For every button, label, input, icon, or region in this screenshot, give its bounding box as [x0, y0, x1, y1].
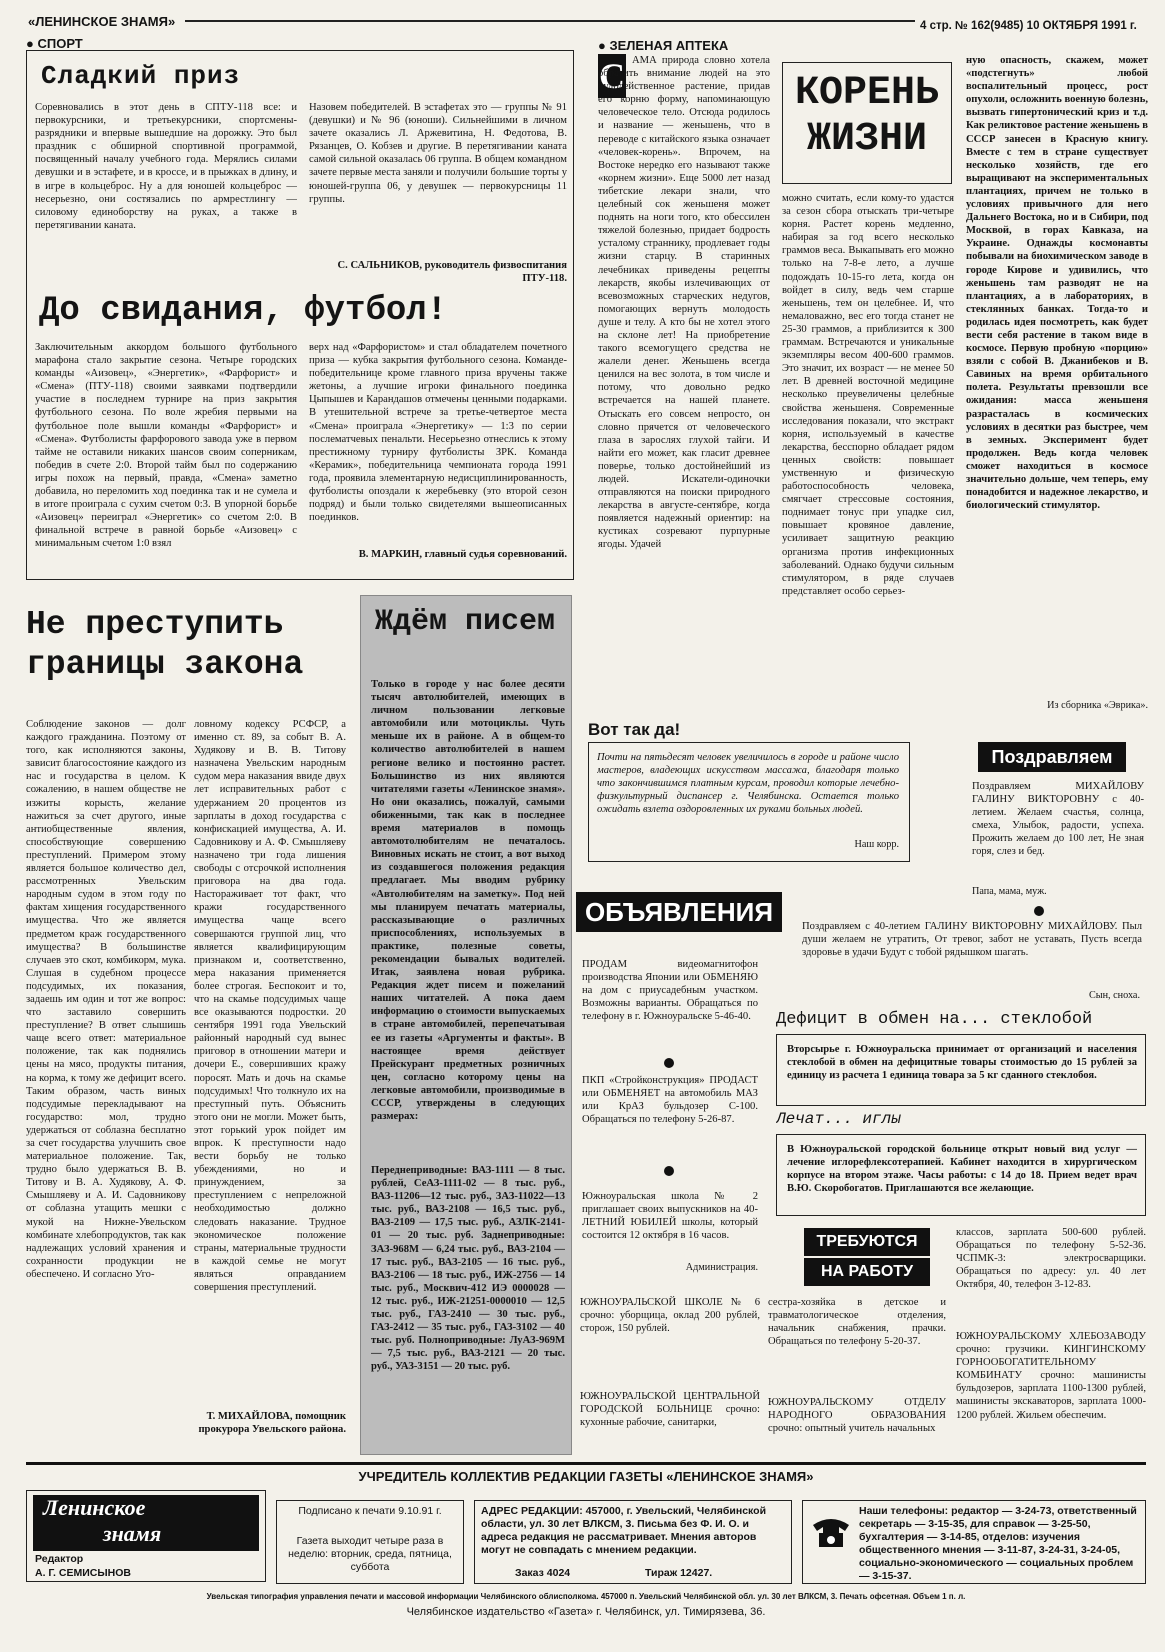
ad-2: ПКП «Стройконструкция» ПРОДАСТ или ОБМЕНЯЕТ на автомобиль МАЗ или КрАЗ бульдозер С-100. Обращаться по телефону 5-26-87.	[582, 1075, 758, 1126]
law-col1: Соблюдение законов — долг каждого гражданина. Поэтому от того, как исполняются законы, зависит благосостояние каждого из нас и государства в целом. К сожалению, в нашем обществе не изжиты корысть, желание нажиться за счет другого, иные антиобщественные явления, способствующие совершению преступлений. Примером этому является большое количество дел, рассмотренных Увельским народным судом в этом году по фактам хищения государственного имущества. Что же является предметом краж государственного имущества? В большинстве случаев это скот, комбикорм, мука. Слушая в судебном процессе подсудимых, их показания, задаешь им один и тот же вопрос: что заставило совершить преступление? В ответ слышишь чаще всего ответ: материальное положение, так как поднялись цены на мясо, продукты питания, на корма, к тому же дефицит всего. Таким образом, часть виных подсудимые перекладывают на государство: мол, трудно удержаться от соблазна бесплатно за счет государства улучшить свое материальное положение. Так, трудно было удержаться В. В. Титову и В. А. Худякову, А. Ф. Смышляеву и А. И. Садовникову от соблазна утащить мешки с мукой на Нижне-Увельском комбинате хлебопродуктов, так как надлежащих условий хранения и сохранности продукции не обеспечено. И согласно Уго-	[26, 719, 186, 1280]
job-3: сестра-хозяйка в детское и травматологическое отделения, начальник снабжения, прачки. Обращаться по телефону 5-20-37.	[768, 1297, 946, 1348]
rubric-sport-label: СПОРТ	[37, 36, 83, 51]
needles-text: В Южноуральской городской больнице открыт новый вид услуг — лечение иглорефлексотерапией. Кабинет находится в хирургическом корпусе на втором этаже. Часы работы: с 14 до 18. Прием ведет врач В.Ю. Скоробогатов. Приглашаются все желающие.	[787, 1144, 1137, 1195]
root-col2: можно считать, если кому-то удастся за сезон сбора отыскать три-четыре корня. Растет корень медленно, набирая за год всего несколько граммов веса. Выкапывать его можно только на 7-8-е лето, а лучше подождать 10-15-го лета, когда он войдет в силу, ведь чем старше женьшень, тем он целебнее. И, что немаловажно, вес его тогда станет не 25-30 граммов, а приблизится к 300 граммам. Встречаются и уникальные экземпляры весом 400-600 граммов. Это значит, их возраст — не менее 50 лет. В древней восточной медицине несколько преувеличены целебные свойства женьшеня. Современные исследования показали, что экстракт корня, используемый в качестве лекарства, бесспорно обладает рядом ценных свойств: повышает умственную и физическую работоспособность человека, смягчает стрессовые состояния, поднимает тонус при упадке сил, повышает кровяное давление, усиливает защитную реакцию организма против инфекционных заболеваний. Однако будучи сильным стимулятором, в ряде случаев представляет особо серьез-	[782, 193, 954, 597]
law-col2: ловному кодексу РСФСР, а именно ст. 89, за событ В. А. Худякову и В. В. Титову назначена Увельским народным судом мера наказания ввиде двух лет исправительных работ с удержанием 20 процентов из зарплаты в доход государства с конфискацией имущества, А. И. Садовникову и А. Ф. Смышляеву назначено три года лишения свободы с отсрочкой исполнения приговора на два года. Настораживает тот факт, что кражи государственного имущества чаще всего совершаются группой лиц, что является квалифицирующим признаком и, соответственно, мера наказания применяется более строгая. Беспокоит и то, что на скамье подсудимых чаще все оказываются подростки. 20 сентября 1991 года Увельский районный народный суд вынес приговор в отношении матери и дочери Е., совершивших кражу поросят. Мать и дочь на скамье подсудимых! Что толкнуло их на преступный путь. Объяснить этого они не могли. Может быть, этот горький урок пойдет им впрок. К преступности надо вести борьбу не только убеждениями, но и принуждением, за преступлением с непреложной необходимостью должно следовать наказание. Трудное экономическое положение страны, материальные трудности в каждой семье не могут являться оправданием совершения преступлений.	[194, 719, 346, 1294]
footer-founder: УЧРЕДИТЕЛЬ КОЛЛЕКТИВ РЕДАКЦИИ ГАЗЕТЫ «ЛЕНИНСКОЕ ЗНАМЯ»	[358, 1470, 814, 1483]
footer-rule	[26, 1462, 1146, 1465]
congrats-sig1: Папа, мама, муж.	[972, 886, 1047, 897]
deficit-text: Вторсырье г. Южноуральска принимает от организаций и населения стеклобой в обмен на дефицитные товары стоимостью до 15 рублей за единицу из расчета 1 единица товара за 5 кг сданного стеклобоя.	[787, 1044, 1137, 1082]
job-4: ЮЖНОУРАЛЬСКОМУ ОТДЕЛУ НАРОДНОГО ОБРАЗОВАНИЯ срочно: опытный учитель начальных	[768, 1397, 946, 1435]
sweet-prize-col1: Соревновались в этот день в СПТУ-118 все: и первокурсники, и третьекурсники, спортсмены-разрядники и впервые вышедшие на дорожку. Это был праздник с обширной спортивной программой, посвященный началу учебного года. Мерялись силами девушки и в эстафете, и в кроссе, и в прыжках в длину, и в игре в кольцеброс. Ну а для юношей кольцеброс — несерьезно, они состязались по армрестлингу — силовому единоборству на руках, а также в перетягивании каната.	[35, 102, 297, 231]
football-signature: В. МАРКИН, главный судья соревнований.	[358, 549, 567, 560]
footer-printing: Увельская типография управления печати и массовой информации Челябинского облисполкома. 457000 п. Увельский Челябинской обл. ул. 30 лет ВЛКСМ, 3. Печать офсетная. Объем 1 п. л.	[206, 1592, 966, 1601]
deficit-box	[776, 1034, 1146, 1106]
masthead-name: «ЛЕНИНСКОЕ ЗНАМЯ»	[28, 14, 176, 29]
letters-box	[360, 595, 572, 1455]
root-title-2: ЖИЗНИ	[806, 117, 928, 162]
football-title: До свидания, футбол!	[39, 292, 448, 330]
telephone-icon	[809, 1511, 853, 1551]
letters-prices: Переднеприводные: ВАЗ-1111 — 8 тыс. рублей, СеАЗ-1111-02 — 8 тыс. руб., ВАЗ-11206—12 тыс. руб., ЗАЗ-11022—13 тыс. руб., ВАЗ-2108 — 16,5 тыс. руб., ВАЗ-2109 — 17,5 тыс. руб., АЗЛК-2141-01 — 20 тыс. руб. Заднеприводные: ЗАЗ-968М — 6,24 тыс. руб., ВАЗ-2104 — 17 тыс. руб., ВАЗ-2105 — 16 тыс. руб., ВАЗ-2106 — 18 тыс. руб., ИЖ-2756 — 14 тыс. руб., Москвич-412 ИЭ 0000028 — 12 тыс. руб., ИЖ-21251-0000010 — 12,5 тыс. руб., ГАЗ-2410 — 30 тыс. руб., ГАЗ-2412 — 35 тыс. руб., ГАЗ-3102 — 40 тыс. руб. Полноприводные: ЛуАЗ-969М — 7,5 тыс. руб., ВАЗ-2121 — 20 тыс. руб., УАЗ-3151 — 20 тыс. руб.	[371, 1165, 565, 1373]
footer-publisher: Челябинское издательство «Газета» г. Челябинск, ул. Тимирязева, 36.	[406, 1606, 766, 1618]
law-title: Не преступить границы закона	[26, 606, 304, 683]
footer-address: АДРЕС РЕДАКЦИИ: 457000, г. Увельский, Челябинской области, ул. 30 лет ВЛКСМ, 3. Письма без Ф. И. О. и адреса редакция не рассматривает. Мнения авторов могут не совпадать с мнением редакции.	[481, 1505, 767, 1556]
vot-sig: Наш корр.	[854, 839, 899, 850]
root-source: Из сборника «Эврика».	[1047, 700, 1148, 711]
separator-dot	[664, 1058, 674, 1068]
editor-name: А. Г. СЕМИСЫНОВ	[35, 1567, 131, 1579]
footer-signed-box	[276, 1500, 464, 1584]
footer-phones: Наши телефоны: редактор — 3-24-73, ответственный секретарь — 3-15-35, для справок — 3-25-50, бухгалтерия — 3-14-85, отделов: изучения общественного мнения — 3-11-87, 3-24-31, 3-24-05, социально-экономического — социальных проблем — 3-15-37.	[859, 1505, 1137, 1582]
rubric-green-label: ЗЕЛЕНАЯ АПТЕКА	[609, 38, 729, 53]
ads-header: ОБЪЯВЛЕНИЯ	[576, 892, 782, 932]
job-6: ЮЖНОУРАЛЬСКОМУ ХЛЕБОЗАВОДУ срочно: грузчики. КИНГИНСКОМУ ГОРНООБОГАТИТЕЛЬНОМУ КОМБИНАТУ срочно: машинисты бульдозеров, зарплата 1100-1300 рублей, машинисты экскаваторов, зарплата 1000-1200 рублей. Жильем обеспечим.	[956, 1331, 1146, 1421]
page-info: 4 стр. № 162(9485) 10 ОКТЯБРЯ 1991 г.	[920, 20, 1137, 32]
sweet-prize-signature: С. САЛЬНИКОВ, руководитель физвоспитания ПТУ-118.	[337, 260, 567, 284]
newspaper-logo	[33, 1495, 259, 1551]
footer-signed: Подписано к печати 9.10.91 г.	[298, 1505, 442, 1517]
needles-box	[776, 1134, 1146, 1216]
deficit-title: Дефицит в обмен на... стеклобой	[776, 1010, 1093, 1029]
footer-phones-box	[802, 1500, 1146, 1584]
jobs-header-1: ТРЕБУЮТСЯ	[804, 1228, 930, 1256]
separator-dot	[1034, 906, 1044, 916]
footer-circulation: Тираж 12427.	[645, 1567, 713, 1579]
sweet-prize-col2: Назовем победителей. В эстафетах это — группы № 91 (девушки) и № 96 (юноши). Сильнейшими в личном зачете оказались Л. Аржевитина, Н. Федотова, В. Рязанцев, О. Кобзев и другие. В перетягивании каната самой сильной оказалась 06 группа. В общем командном зачете первые места заняли и получили большие торты у юношей-группа 06, у девушек — первокурсницы 11 группы.	[309, 102, 567, 205]
root-title-box	[782, 62, 952, 184]
editor-label: Редактор	[35, 1553, 84, 1565]
congrats-sig2: Сын, сноха.	[1088, 990, 1140, 1001]
masthead-rule	[185, 20, 915, 22]
congrats-header: Поздравляем	[978, 742, 1126, 772]
football-col2: верх над «Фарфористом» и стал обладателем почетного приза — кубка закрытия футбольного сезона. Команде-победительнице кроме главного приза вручены также жетоны, а лучшие игроки финального поединка Цыпышев и Карандашов отмечены ценными подарками. В утешительной встрече за третье-четвертое места «Смена» проиграла «Энергетику» — 1:3 по серии послематчевых пенальти. Несерьезно отнеслись к этому престижному турниру футболисты ЗРК. Команда «Керамик», победительница чемпионата города 1991 года, проявила элементарную недисциплинированность, футболисты опоздали к жеребьевку (это второй сезон подряд) и были только свидетелями вышеописанных поединков.	[309, 342, 567, 524]
football-col1: Заключительным аккордом большого футбольного марафона стало закрытие сезона. Четыре городских команды «Аизовец», «Энергетик», «Фарфорист» и «Смена» (ПТУ-118) своими заявками подтвердили участие в последнем турнире на приз закрытия футбольного сезона. По воле жребия первыми на футбольное поле вышли команды «Фарфорист» и «Смена». Футболисты фарфорового завода уже в первом тайме не оставили никаких шансов своим соперникам, победив в счете 2:0. Второй тайм был по содержанию игры похож на первый, правда, «Смена» заметно добавила, но переломить ход поединка так и не сумела и в итоге проиграла с сухим счетом 0:3. В упорной борьбе «Аизовец» переиграл «Энергетик» со счетом 2:0. В финальной встрече в равной борьбе «Аизовец» с минимальным счетом 1:0 взял	[35, 342, 297, 550]
sweet-prize-title: Сладкий приз	[41, 61, 241, 91]
root-drop-cap: С	[599, 56, 625, 96]
rubric-sport: ● СПОРТ	[26, 36, 83, 51]
separator-dot	[664, 1166, 674, 1176]
job-5: классов, зарплата 500-600 рублей. Обращаться по телефону 5-52-36. ЧСПМК-3: электросварщики. Обращаться по адресу: ул. 40 лет Октября, 40, телефон 3-12-83.	[956, 1227, 1146, 1291]
ad-3-signature: Администрация.	[685, 1262, 758, 1273]
root-col1: АМА природа словно хотела обратить внимание людей на это чудодейственное растение, придав его корню форму, напоминающую человеческое тело. Отсюда родилось и название — женьшень, что в переводе с китайского языка означает «человек-корень». Впрочем, на Востоке нередко его называют также «корнем жизни». Еще 5000 лет назад тибетские лекари знали, что целебный сок женьшеня может поднять на ноги того, кто обессилен тяжелой болезнью, придает бодрость усталому страннику, продлевает годы жизни старцу. В старинных лечебниках приведены рецепты лекарств, якобы излечивающих от всевозможных старческих недугов, помогающих вернуть молодость душе и телу. А кто бы не хотел этого на склоне лет! На приобретение такого всемогущего средства не жалели денег. Женьшень всегда ценился на вес золота, в том числе и потому, что довольно редко встречается на нашей планете. Отыскать его совсем непросто, он словно прячется от человеческого глаза в зарослях глухой тайги. И найти его может, как гласит древнее поверье, только достойнейший из людей. Искатели-одиночки отправляются на поиски природного лекарства в августе-сентябре, когда появляется надежный ориентир: на кустиках созревают пурпурные ягоды. Удачей	[598, 55, 770, 551]
logo-line-2: знамя	[103, 1521, 162, 1546]
letters-title: Ждём писем	[375, 605, 556, 639]
congrats-text2: Поздравляем с 40-летием ГАЛИНУ ВИКТОРОВНУ МИХАЙЛОВУ. Пыл души желаем не утратить, От тревог, забот не уставать, Пусть всегда здоровье в удачи Будут с тобой рядышком шагать.	[802, 921, 1142, 959]
congrats-text1: Поздравляем МИХАЙЛОВУ ГАЛИНУ ВИКТОРОВНУ с 40-летием. Желаем счастья, солнца, смеха, Улыбок, радости, успеха. Прожить желаем до 100 лет, Не зная горя, слез и бед.	[972, 781, 1144, 858]
vot-text: Почти на пятьдесят человек увеличилось в городе и районе число мастеров, владеющих искусством массажа, благодаря только что закончившимся платным курсам, проводил которые лечебно-физкультурный диспансер г. Челябинска. Остается только ожидать взлета оздоровленных их руками больных людей.	[597, 752, 899, 816]
rubric-green: ● ЗЕЛЕНАЯ АПТЕКА	[598, 38, 729, 53]
needles-title: Лечат... иглы	[776, 1110, 901, 1128]
letters-text: Только в городе у нас более десяти тысяч автолюбителей, имеющих в личном пользовании легковые автомобили или мотоциклы. Чуть меньше их в районе. А в общем-то количество автолюбителей в нашем регионе велико и постоянно растет. Большинство из них являются читателями газеты «Ленинское знамя». Но они оказались, пожалуй, самыми обиженными, так как в последнее время материалов в помощь автомотолюбителям не печаталось. Виновных искать не стоит, а вот выход из создавшегося положения редакция предлагает. Мы вводим рубрику «Автолюбителям на заметку». Под ней мы планируем печатать материалы, рассказывающие о различных приспособлениях, используемых в практике, полезные советы, рекомендации бывалых водителей. Итак, заявлена новая рубрика. Редакция ждет писем и пожеланий наших читателей. А пока даем информацию о стоимости выпускаемых в стране автомобилей, перепечатывая ее из газеты «Аргументы и факты». В настоящее время действует Прейскурант предметных розничных цен, согласно которому цены на легковые автомобили, производимые в СССР, утверждены в следующих размерах:	[371, 679, 565, 1123]
footer-schedule: Газета выходит четыре раза в неделю: вторник, среда, пятница, суббота	[288, 1535, 452, 1573]
root-col3: ную опасность, скажем, может «подстегнуть» любой воспалительный процесс, рост опухоли, осложнить военную болезнь, вызвать гипертонический криз и т.д. Как реликтовое растение женьшень в СССР занесен в Красную книгу. Вместе с тем в стране существует несколько хозяйств, где его выращивают на экспериментальных плантациях, причем не только в условиях привычного для него Дальнего Востока, но и в Сибири, под Москвой, в горах Кавказа, на Украине. Однажды космонавты побывали на биохимическом заводе в городе Кирове и удивились, что женьшень там разводят не на плантациях, а в лабораториях, в стеклянных банках. Тогда-то и родилась идея посмотреть, как будет вести себя растение в таком виде в космосе. Первую пробную «порцию» взяли с собой В. Джанибеков и В. Савиных на время орбитального полета. Результаты превзошли все ожидания: масса женьшеня разрасталась в космических условиях в десятки раз быстрее, чем в земных. Эксперимент будет продолжен. Ведь когда человек сможет находиться в космосе значительно дольше, чем теперь, ему понадобится и надежное лекарство, и биологический стимулятор.	[966, 55, 1148, 512]
jobs-header-2: НА РАБОТУ	[804, 1258, 930, 1286]
logo-line-1: Ленинское	[43, 1495, 146, 1520]
vot-title: Вот так да!	[588, 720, 681, 739]
footer-logo-box	[26, 1490, 266, 1582]
ad-3: Южноуральская школа № 2 приглашает своих выпускников на 40-ЛЕТНИЙ ЮБИЛЕЙ школы, который состоится 12 октября в 16 часов.	[582, 1191, 758, 1242]
ad-1: ПРОДАМ видеомагнитофон производства Японии или ОБМЕНЯЮ на дом с приусадебным участком. Возможны варианты. Обращаться по телефону в г. Южноуральске 5-46-40.	[582, 959, 758, 1023]
vot-box	[588, 742, 910, 862]
job-2: ЮЖНОУРАЛЬСКОЙ ЦЕНТРАЛЬНОЙ ГОРОДСКОЙ БОЛЬНИЦЕ срочно: кухонные рабочие, санитарки,	[580, 1391, 760, 1429]
job-1: ЮЖНОУРАЛЬСКОЙ ШКОЛЕ № 6 срочно: уборщица, оклад 200 рублей, сторож, 150 рублей.	[580, 1297, 760, 1335]
root-title-1: КОРЕНЬ	[794, 71, 940, 116]
sport-box	[26, 50, 574, 580]
footer-order: Заказ 4024	[515, 1567, 571, 1579]
law-signature: Т. МИХАЙЛОВА, помощник прокурора Увельского района.	[198, 1411, 346, 1435]
footer-address-box	[474, 1500, 792, 1584]
